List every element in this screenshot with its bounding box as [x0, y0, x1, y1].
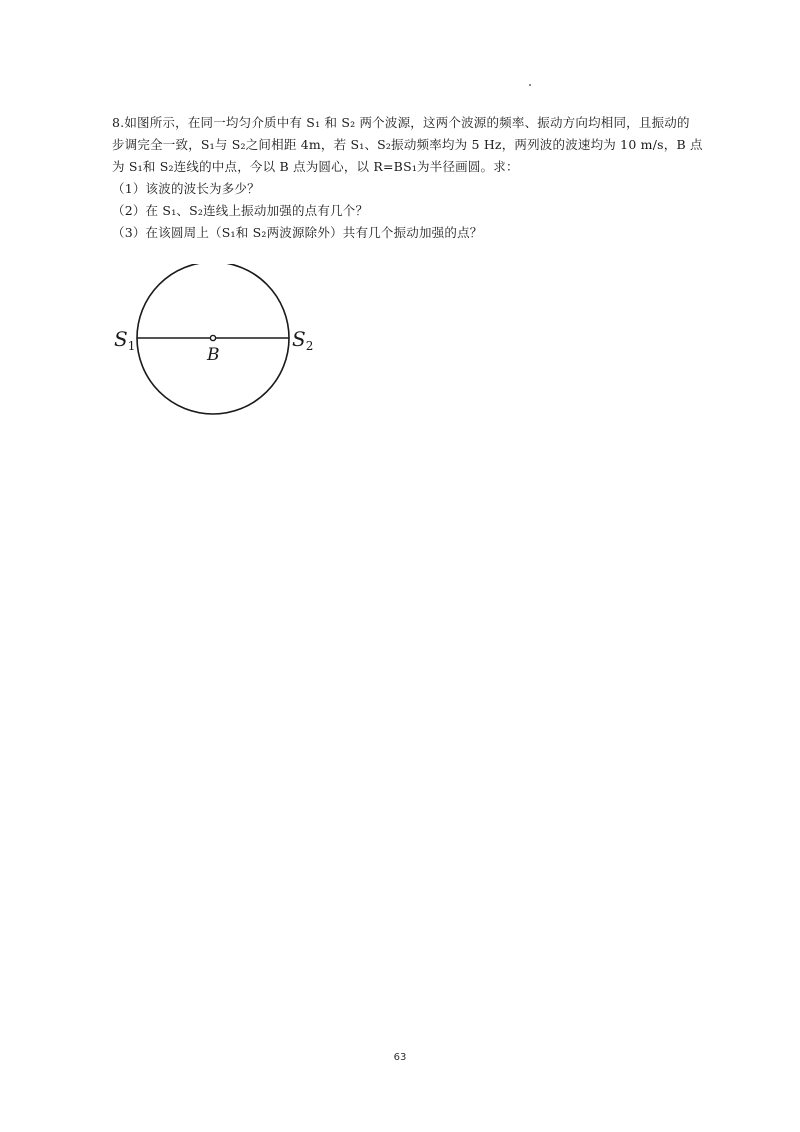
problem-text — [112, 112, 732, 244]
question-2: （2）在 S₁、S₂连线上振动加强的点有几个？ — [112, 203, 369, 218]
label-b: B — [207, 345, 220, 365]
label-s1: $S_1$ — [114, 327, 136, 353]
problem-line-1: 8.如图所示，在同一均匀介质中有 S₁ 和 S₂ 两个波源，这两个波源的频率、振动方向均相同，且振动的 — [112, 115, 690, 130]
label-s2: $S_2$ — [292, 327, 314, 353]
wave-source-diagram — [108, 264, 328, 424]
question-1: （1）该波的波长为多少？ — [112, 181, 260, 196]
problem-line-2: 步调完全一致，S₁与 S₂之间相距 4m，若 S₁、S₂振动频率均为 5 Hz，两列波的波速均为 10 m/s，B 点 — [112, 137, 703, 152]
scan-speck — [529, 84, 531, 86]
diagram-svg — [108, 264, 328, 424]
page-number: 63 — [393, 1052, 407, 1063]
problem-line-3: 为 S₁和 S₂连线的中点，今以 B 点为圆心，以 R=BS₁为半径画圆。求： — [112, 159, 519, 174]
center-point-b — [210, 335, 215, 340]
question-3: （3）在该圆周上（S₁和 S₂两波源除外）共有几个振动加强的点？ — [112, 225, 483, 240]
